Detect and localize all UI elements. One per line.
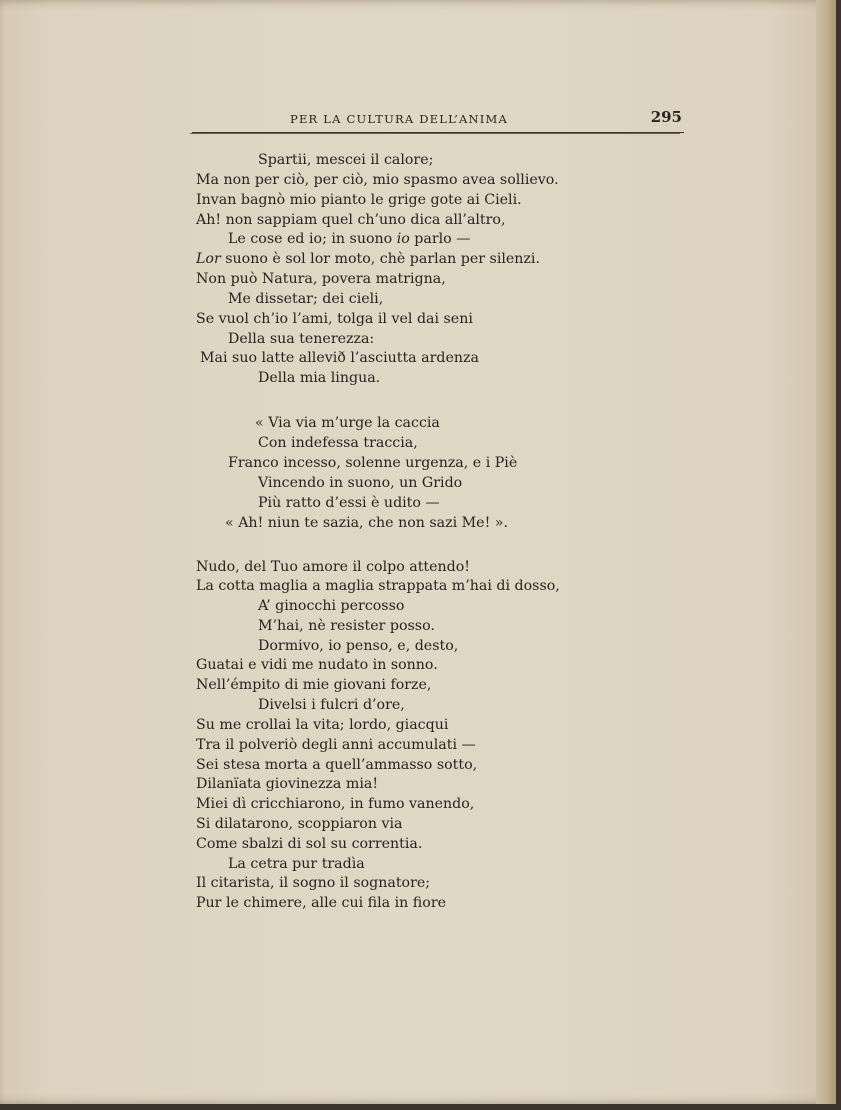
poem-line: Più ratto d’essi è udito — bbox=[258, 495, 440, 511]
poem-line: Su me crollai la vita; lordo, giacqui bbox=[196, 717, 449, 733]
poem-line: Lor suono è sol lor moto, chè parlan per silenzi. bbox=[196, 251, 540, 267]
poem-line: Franco incesso, solenne urgenza, e i Piè bbox=[228, 455, 518, 471]
poem-line: Ah! non sappiam quel ch’uno dica all’altro, bbox=[196, 212, 506, 228]
poem-line: Nell’émpito di mie giovani forze, bbox=[196, 677, 432, 693]
poem-line: « Ah! niun te sazia, che non sazi Me! ». bbox=[225, 515, 508, 531]
poem-line: Divelsi i fulcri d’ore, bbox=[258, 697, 405, 713]
page-number: 295 bbox=[650, 108, 682, 126]
poem-line: Come sbalzi di sol su correntia. bbox=[196, 836, 423, 852]
poem-line: Non può Natura, povera matrigna, bbox=[196, 271, 446, 287]
poem-line: Della mia lingua. bbox=[258, 370, 381, 386]
poem-line: Tra il polveriò degli anni accumulati — bbox=[196, 737, 476, 753]
poem-line: Miei dì cricchiarono, in fumo vanendo, bbox=[196, 796, 475, 812]
poem-line: La cetra pur tradìa bbox=[228, 856, 365, 872]
poem-line: Della sua tenerezza: bbox=[228, 331, 375, 347]
poem-line: Se vuol ch’io l’ami, tolga il vel dai seni bbox=[196, 311, 473, 327]
poem-line: Spartii, mescei il calore; bbox=[258, 152, 434, 168]
poem-line: Mai suo latte allevið l’asciutta ardenza bbox=[200, 350, 479, 366]
poem-line: Me dissetar; dei cieli, bbox=[228, 291, 384, 307]
poem-line: Ma non per ciò, per ciò, mio spasmo avea sollievo. bbox=[196, 172, 559, 188]
poem-line: A’ ginocchi percosso bbox=[258, 598, 405, 614]
poem-line: Sei stesa morta a quell’ammasso sotto, bbox=[196, 757, 478, 773]
poem-line: Pur le chimere, alle cui fila in fiore bbox=[196, 895, 446, 911]
poem-line: Si dilatarono, scoppiaron via bbox=[196, 816, 403, 832]
poem-line: Invan bagnò mio pianto le grige gote ai Cieli. bbox=[196, 192, 522, 208]
poem-line: Vincendo in suono, un Grido bbox=[258, 475, 463, 491]
poem-line: Dilanïata giovinezza mia! bbox=[196, 776, 379, 792]
poem-line: Con indefessa traccia, bbox=[258, 435, 418, 451]
poem-line: « Via via m’urge la caccia bbox=[255, 415, 440, 431]
poem-line: M’hai, nè resister posso. bbox=[258, 618, 435, 634]
poem-line: Dormivo, io penso, e, desto, bbox=[258, 638, 459, 654]
poem-line: Guatai e vidi me nudato in sonno. bbox=[196, 657, 438, 673]
poem-line: Il citarista, il sogno il sognatore; bbox=[196, 875, 431, 891]
poem-line: La cotta maglia a maglia strappata m’hai di dosso, bbox=[196, 578, 560, 594]
poem-line: Nudo, del Tuo amore il colpo attendo! bbox=[196, 559, 470, 575]
running-title: PER LA CULTURA DELL’ANIMA bbox=[290, 112, 508, 126]
poem-line: Le cose ed io; in suono io parlo — bbox=[228, 231, 471, 247]
